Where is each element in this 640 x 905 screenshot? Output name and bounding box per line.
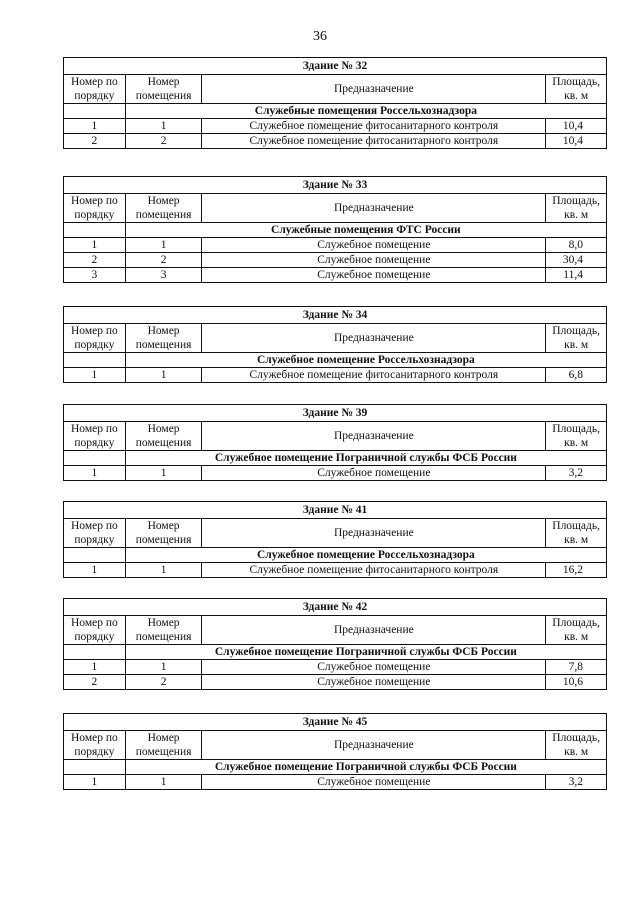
header-area: Площадь, кв. м	[546, 422, 607, 451]
group-title: Служебное помещение Пограничной службы ФСБ России	[125, 645, 606, 660]
header-purpose: Предназначение	[202, 75, 546, 104]
header-purpose: Предназначение	[202, 616, 546, 645]
table-row	[64, 119, 607, 134]
row-number: 1	[64, 368, 126, 383]
header-room-no: Номер помещения	[125, 731, 202, 760]
building-table	[63, 176, 607, 283]
table-row	[64, 253, 607, 268]
building-title: Здание № 34	[64, 307, 607, 324]
row-number: 1	[64, 563, 126, 578]
room-area: 16,2	[546, 563, 607, 578]
header-room-no: Номер помещения	[125, 324, 202, 353]
header-purpose: Предназначение	[202, 519, 546, 548]
building-table	[63, 404, 607, 481]
room-area: 3,2	[546, 466, 607, 481]
header-area: Площадь, кв. м	[546, 616, 607, 645]
group-blank-cell	[64, 223, 126, 238]
room-number: 2	[125, 134, 202, 149]
room-number: 1	[125, 238, 202, 253]
row-number: 1	[64, 775, 126, 790]
header-area: Площадь, кв. м	[546, 194, 607, 223]
header-room-no: Номер помещения	[125, 194, 202, 223]
room-purpose: Служебное помещение фитосанитарного контроля	[202, 368, 546, 383]
room-area: 7,8	[546, 660, 607, 675]
room-number: 1	[125, 119, 202, 134]
table-row	[64, 563, 607, 578]
row-number: 1	[64, 466, 126, 481]
group-title: Служебные помещения Россельхознадзора	[125, 104, 606, 119]
table-row	[64, 134, 607, 149]
building-title: Здание № 32	[64, 58, 607, 75]
room-area: 11,4	[546, 268, 607, 283]
header-area: Площадь, кв. м	[546, 731, 607, 760]
room-area: 8,0	[546, 238, 607, 253]
room-number: 1	[125, 466, 202, 481]
header-room-no: Номер помещения	[125, 422, 202, 451]
building-title: Здание № 39	[64, 405, 607, 422]
room-purpose: Служебное помещение	[202, 268, 546, 283]
building-table	[63, 598, 607, 690]
room-number: 2	[125, 675, 202, 690]
header-row-no: Номер по порядку	[64, 422, 126, 451]
header-row-no: Номер по порядку	[64, 519, 126, 548]
header-purpose: Предназначение	[202, 324, 546, 353]
building-title: Здание № 42	[64, 599, 607, 616]
room-area: 10,4	[546, 134, 607, 149]
room-purpose: Служебное помещение фитосанитарного контроля	[202, 134, 546, 149]
row-number: 2	[64, 134, 126, 149]
room-number: 1	[125, 563, 202, 578]
building-title: Здание № 41	[64, 502, 607, 519]
building-title: Здание № 45	[64, 714, 607, 731]
group-blank-cell	[64, 548, 126, 563]
table-row	[64, 466, 607, 481]
room-area: 30,4	[546, 253, 607, 268]
room-purpose: Служебное помещение фитосанитарного контроля	[202, 119, 546, 134]
row-number: 1	[64, 119, 126, 134]
page-number: 36	[313, 29, 327, 44]
room-number: 1	[125, 368, 202, 383]
room-area: 10,6	[546, 675, 607, 690]
header-row-no: Номер по порядку	[64, 324, 126, 353]
building-table	[63, 713, 607, 790]
header-room-no: Номер помещения	[125, 616, 202, 645]
row-number: 2	[64, 253, 126, 268]
table-row	[64, 675, 607, 690]
room-purpose: Служебное помещение	[202, 775, 546, 790]
header-row-no: Номер по порядку	[64, 731, 126, 760]
group-blank-cell	[64, 451, 126, 466]
header-area: Площадь, кв. м	[546, 75, 607, 104]
row-number: 1	[64, 238, 126, 253]
room-number: 1	[125, 660, 202, 675]
room-area: 3,2	[546, 775, 607, 790]
group-title: Служебное помещение Пограничной службы ФСБ России	[125, 760, 606, 775]
group-blank-cell	[64, 645, 126, 660]
building-table	[63, 501, 607, 578]
room-purpose: Служебное помещение	[202, 253, 546, 268]
header-row-no: Номер по порядку	[64, 194, 126, 223]
header-row-no: Номер по порядку	[64, 616, 126, 645]
room-purpose: Служебное помещение	[202, 466, 546, 481]
row-number: 1	[64, 660, 126, 675]
group-title: Служебное помещение Россельхознадзора	[125, 548, 606, 563]
building-table	[63, 57, 607, 149]
room-purpose: Служебное помещение фитосанитарного контроля	[202, 563, 546, 578]
row-number: 3	[64, 268, 126, 283]
table-row	[64, 660, 607, 675]
room-purpose: Служебное помещение	[202, 238, 546, 253]
row-number: 2	[64, 675, 126, 690]
group-title: Служебное помещение Россельхознадзора	[125, 353, 606, 368]
building-title: Здание № 33	[64, 177, 607, 194]
room-number: 1	[125, 775, 202, 790]
group-title: Служебные помещения ФТС России	[125, 223, 606, 238]
header-area: Площадь, кв. м	[546, 324, 607, 353]
table-row	[64, 368, 607, 383]
header-area: Площадь, кв. м	[546, 519, 607, 548]
header-room-no: Номер помещения	[125, 75, 202, 104]
group-blank-cell	[64, 353, 126, 368]
group-blank-cell	[64, 104, 126, 119]
table-row	[64, 775, 607, 790]
group-blank-cell	[64, 760, 126, 775]
room-purpose: Служебное помещение	[202, 660, 546, 675]
room-number: 2	[125, 253, 202, 268]
room-purpose: Служебное помещение	[202, 675, 546, 690]
building-table	[63, 306, 607, 383]
table-row	[64, 238, 607, 253]
header-purpose: Предназначение	[202, 194, 546, 223]
header-purpose: Предназначение	[202, 731, 546, 760]
table-row	[64, 268, 607, 283]
header-row-no: Номер по порядку	[64, 75, 126, 104]
room-area: 6,8	[546, 368, 607, 383]
room-area: 10,4	[546, 119, 607, 134]
header-room-no: Номер помещения	[125, 519, 202, 548]
header-purpose: Предназначение	[202, 422, 546, 451]
group-title: Служебное помещение Пограничной службы ФСБ России	[125, 451, 606, 466]
room-number: 3	[125, 268, 202, 283]
